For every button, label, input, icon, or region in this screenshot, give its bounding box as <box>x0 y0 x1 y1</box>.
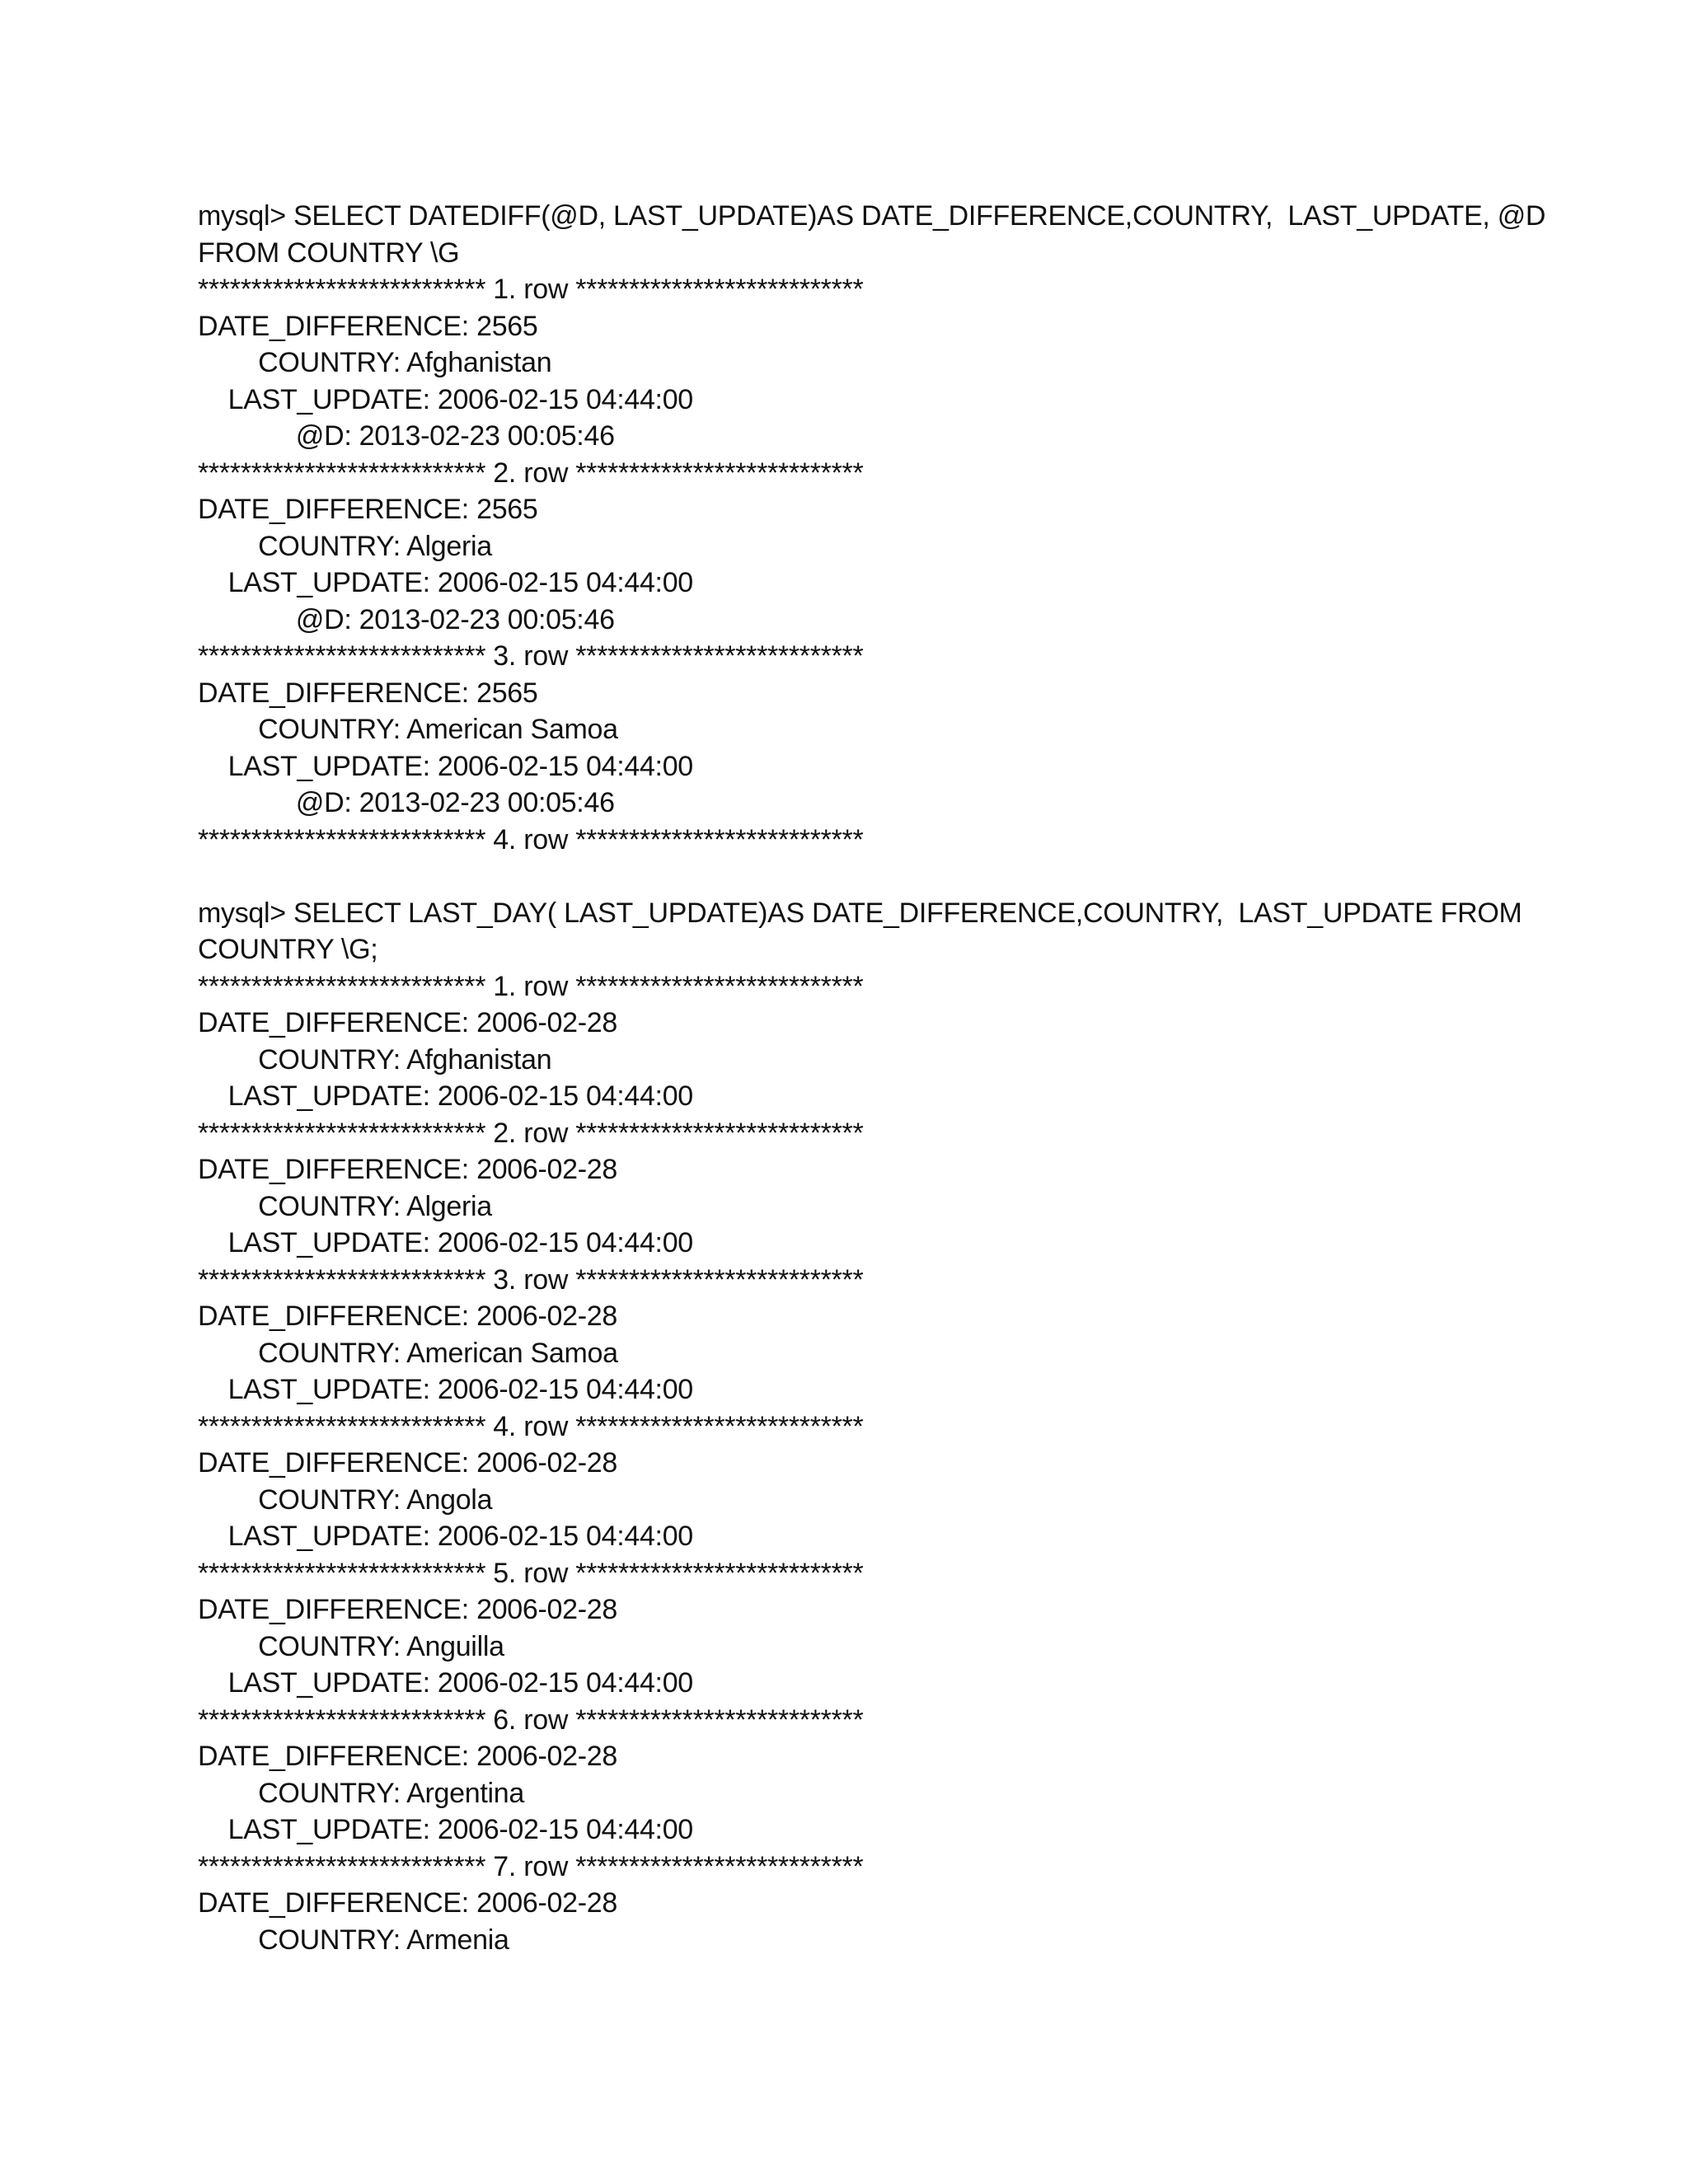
result-field-line: DATE_DIFFERENCE: 2006-02-28 <box>198 1301 618 1332</box>
query-block-2 <box>198 895 1522 1959</box>
sql-prompt-line: mysql> SELECT LAST_DAY( LAST_UPDATE)AS DATE_DIFFERENCE,COUNTRY, LAST_UPDATE FROM <box>198 897 1522 929</box>
row-separator: *************************** 3. row *************************** <box>198 640 864 672</box>
result-field-line: DATE_DIFFERENCE: 2565 <box>198 310 538 342</box>
result-field-line: DATE_DIFFERENCE: 2006-02-28 <box>198 1007 618 1038</box>
result-field-line: DATE_DIFFERENCE: 2006-02-28 <box>198 1594 618 1625</box>
result-field-line: LAST_UPDATE: 2006-02-15 04:44:00 <box>198 750 693 782</box>
result-field-line: COUNTRY: American Samoa <box>198 1337 618 1369</box>
result-field-line: @D: 2013-02-23 00:05:46 <box>198 420 615 452</box>
result-field-line: LAST_UPDATE: 2006-02-15 04:44:00 <box>198 1374 693 1405</box>
row-separator: *************************** 6. row *************************** <box>198 1704 864 1736</box>
result-field-line: LAST_UPDATE: 2006-02-15 04:44:00 <box>198 567 693 598</box>
blank-line <box>198 858 1484 895</box>
result-field-line: COUNTRY: Algeria <box>198 530 492 562</box>
result-field-line: COUNTRY: Anguilla <box>198 1630 504 1662</box>
document-page <box>198 198 1546 1958</box>
result-field-line: COUNTRY: Armenia <box>198 1924 509 1956</box>
result-field-line: COUNTRY: American Samoa <box>198 714 618 745</box>
result-field-line: @D: 2013-02-23 00:05:46 <box>198 603 615 635</box>
sql-prompt-line: COUNTRY \G; <box>198 934 378 965</box>
result-field-line: COUNTRY: Algeria <box>198 1190 492 1222</box>
result-field-line: LAST_UPDATE: 2006-02-15 04:44:00 <box>198 1080 693 1112</box>
result-field-line: DATE_DIFFERENCE: 2006-02-28 <box>198 1447 618 1479</box>
row-separator: *************************** 2. row *************************** <box>198 457 864 489</box>
result-field-line: LAST_UPDATE: 2006-02-15 04:44:00 <box>198 1227 693 1258</box>
sql-prompt-line: FROM COUNTRY \G <box>198 237 460 269</box>
row-separator: *************************** 2. row *************************** <box>198 1117 864 1149</box>
row-separator: *************************** 3. row *************************** <box>198 1263 864 1296</box>
result-field-line: LAST_UPDATE: 2006-02-15 04:44:00 <box>198 1814 693 1845</box>
row-separator: *************************** 7. row *************************** <box>198 1850 864 1882</box>
row-separator: *************************** 1. row *************************** <box>198 274 864 305</box>
result-field-line: DATE_DIFFERENCE: 2006-02-28 <box>198 1154 618 1185</box>
result-field-line: @D: 2013-02-23 00:05:46 <box>198 787 615 818</box>
result-field-line: LAST_UPDATE: 2006-02-15 04:44:00 <box>198 1521 693 1552</box>
result-field-line: DATE_DIFFERENCE: 2006-02-28 <box>198 1741 618 1772</box>
result-field-line: LAST_UPDATE: 2006-02-15 04:44:00 <box>198 1667 693 1699</box>
result-field-line: DATE_DIFFERENCE: 2006-02-28 <box>198 1887 618 1919</box>
result-field-line: LAST_UPDATE: 2006-02-15 04:44:00 <box>198 383 693 415</box>
row-separator: *************************** 1. row *************************** <box>198 970 864 1002</box>
row-separator: *************************** 4. row *************************** <box>198 1410 864 1442</box>
result-field-line: COUNTRY: Afghanistan <box>198 1043 552 1076</box>
result-field-line: DATE_DIFFERENCE: 2565 <box>198 494 538 525</box>
query-block-1 <box>198 198 1546 858</box>
sql-prompt-line: mysql> SELECT DATEDIFF(@D, LAST_UPDATE)AS DATE_DIFFERENCE,COUNTRY, LAST_UPDATE, @D <box>198 200 1546 232</box>
result-field-line: COUNTRY: Angola <box>198 1483 493 1516</box>
result-field-line: COUNTRY: Argentina <box>198 1777 524 1809</box>
result-field-line: COUNTRY: Afghanistan <box>198 347 552 378</box>
row-separator: *************************** 5. row *************************** <box>198 1557 864 1589</box>
row-separator: *************************** 4. row *************************** <box>198 823 864 855</box>
result-field-line: DATE_DIFFERENCE: 2565 <box>198 677 538 709</box>
